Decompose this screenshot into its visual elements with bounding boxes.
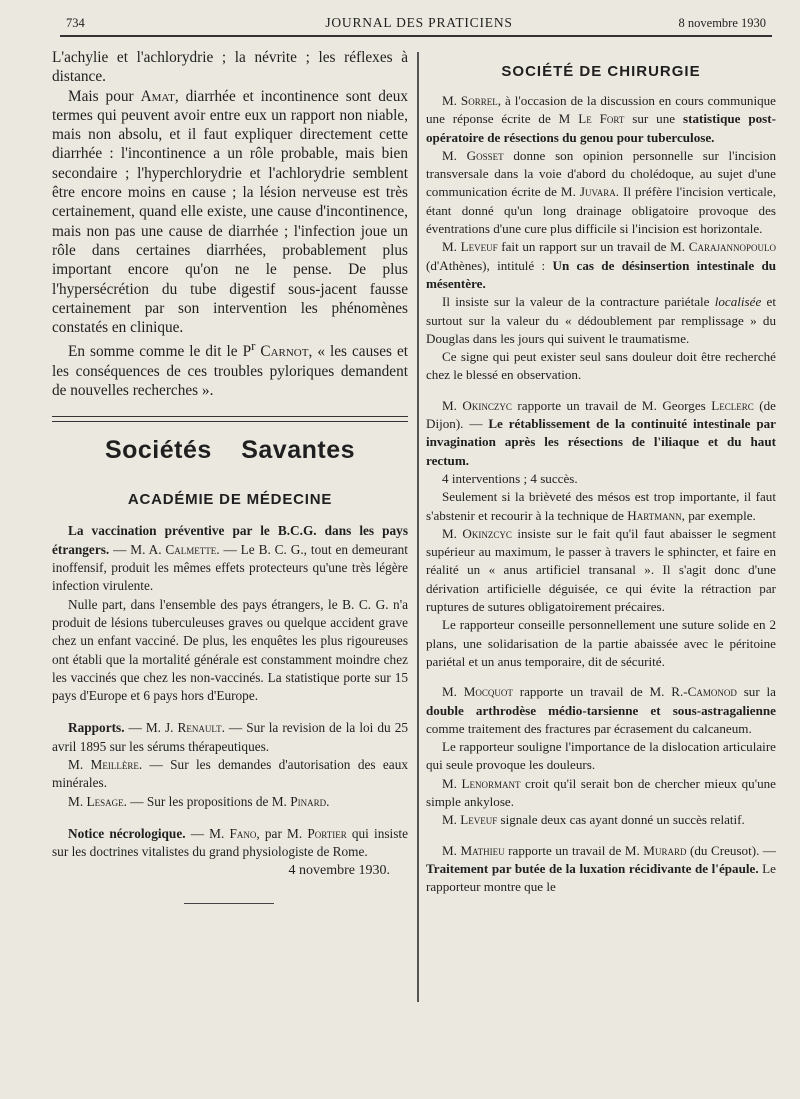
issue-date: 8 novembre 1930 bbox=[678, 16, 766, 30]
paragraph: M. Sorrel, à l'occasion de la discussion en cours communique une réponse écrite de M Le Fort sur une statistique post-opératoire de résections du genou pour tuberculose. bbox=[426, 93, 777, 145]
paragraph: En somme comme le dit le $P^r$ Carnot, « les causes et les conséquences de ces troubles pyloriques demandent de nouvelles recherches ». bbox=[52, 339, 408, 400]
paragraph: M. Okinzcyc insiste sur le fait qu'il faut abaisser le segment supérieur au maximum, le passer à travers le sphincter, et faire en réalité un « anus artificiel transanal ». Il s'agit donc d'une dérivation artificielle déguisée, ce qui évite la rétraction par ruptures de sutures obligatoirement précaires. bbox=[426, 525, 776, 615]
paragraph: Le rapporteur conseille personnellement une suture solide en 2 plans, une solidarisation de la partie abaissée avec le péritoine pariétal et un anus temporaire, dit de sécurité. bbox=[426, 617, 776, 669]
paragraph: 4 interventions ; 4 succès. bbox=[442, 470, 578, 486]
paragraph: Il insiste sur la valeur de la contracture pariétale localisée et surtout sur la valeur du « dédoublement par remplissage » du Douglas dans les jours qui suivent le traumatisme. bbox=[426, 294, 776, 346]
left-column bbox=[52, 48, 408, 904]
paragraph: L'achylie et l'achlorydrie ; la névrite ; les réflexes à distance. bbox=[52, 49, 408, 86]
session-date: 4 novembre 1930. bbox=[288, 863, 390, 879]
paragraph: M. Okinczyc rapporte un travail de M. Georges Leclerc (de Dijon). — Le rétablissement de la continuité intestinale par invagination après les résections de l'iliaque et du haut rectum. bbox=[426, 397, 776, 468]
running-header bbox=[66, 12, 772, 34]
paragraph: M. Mathieu rapporte un travail de M. Murard (du Creusot). — Traitement par butée de la luxation récidivante de l'épaule. Le rapporteur montre que le bbox=[426, 842, 776, 895]
paragraph: M. Meillère. — Sur les demandes d'autorisation des eaux minérales. bbox=[52, 757, 408, 791]
header-rule bbox=[60, 35, 772, 37]
paragraph: Mais pour Amat, diarrhée et incontinence sont deux termes qui peuvent avoir entre eux un rapport non niable, mais non absolu, et il faut expliquer directement cette diarrhée : l'incontinence a un rôle probable, mais bien secondaire ; l'hyperchlorydrie et l'achlorydrie semblent être encore moins en cause ; la lésion nerveuse est très certainement, quand elle existe, une cause d'incontinence, mais non pas une cause de diarrhée ; l'infection joue un rôle dans certaines diarrhées, probablement plus important encore qu'on ne le pense. De plus l'hypersécrétion du tube digestif sous-jacent fausse certainement par son intervention les phénomènes constatés en clinique. bbox=[52, 87, 408, 337]
paragraph: M. Mocquot rapporte un travail de M. R.-Camonod sur la double arthrodèse médio-tarsienne et sous-astragalienne comme traitement des fractures par écrasement du calcaneum. bbox=[426, 684, 776, 736]
section-title: Sociétés Savantes bbox=[104, 436, 356, 465]
paragraph: Ce signe qui peut exister seul sans douleur doit être recherché chez le blessé en observation. bbox=[426, 349, 776, 383]
right-column bbox=[426, 48, 776, 896]
paragraph: M. Leveuf fait un rapport sur un travail de M. Carajannopoulo (d'Athènes), intitulé : Un cas de désinsertion intestinale du mésentère. bbox=[426, 239, 777, 291]
academy-heading: ACADÉMIE DE MÉDECINE bbox=[127, 491, 333, 509]
paragraph: M. Lenormant croit qu'il serait bon de chercher mieux qu'une simple ankylose. bbox=[426, 775, 776, 809]
paragraph: Nulle part, dans l'ensemble des pays étrangers, le B. C. G. n'a produit de lésions tuberculeuses graves ou quelque accident grave chez un enfant vacciné. De plus, les enquêtes les plus rigoureuses ont établi que la mortalité générale est constamment moindre chez les vaccinés que chez les non-vaccinés. La statistique porte sur 15 pays d'Europe et 6 pays hors d'Europe. bbox=[52, 596, 408, 704]
paragraph: Notice nécrologique. — M. Fano, par M. Portier qui insiste sur les doctrines vitalistes du grand physiologiste de Rome. bbox=[52, 825, 408, 860]
paragraph: La vaccination préventive par le B.C.G. dans les pays étrangers. — M. A. Calmette. — Le B. C. G., tout en demeurant inoffensif, produit les mêmes effets protecteurs qu'une très légère infection virulente. bbox=[52, 523, 408, 594]
section-double-rule bbox=[52, 416, 408, 422]
paragraph: M. Lesage. — Sur les propositions de M. Pinard. bbox=[68, 793, 330, 809]
paragraph: Seulement si la brièveté des mésos est trop importante, il faut s'abstenir et recourir à la technique de Hartmann, par exemple. bbox=[426, 489, 776, 523]
journal-title: JOURNAL DES PRATICIENS bbox=[325, 15, 513, 30]
paragraph: M. Gosset donne son opinion personnelle sur l'incision transversale dans la voie d'abord du cholédoque, au sujet d'une communication écrite de M. Juvara. Il préfère l'incision verticale, étant donné qu'un long drainage obligatoire provoque des éventrations d'une cure plus difficile si l'incision est horizontale. bbox=[426, 147, 776, 237]
page-number: 734 bbox=[66, 16, 85, 30]
paragraph: Rapports. — M. J. Renault. — Sur la revision de la loi du 25 avril 1895 sur les sérums thérapeutiques. bbox=[52, 720, 408, 754]
end-rule bbox=[184, 903, 274, 904]
paragraph: M. Leveuf signale deux cas ayant donné un succès relatif. bbox=[442, 812, 745, 828]
column-divider bbox=[417, 52, 419, 1002]
society-heading: SOCIÉTÉ DE CHIRURGIE bbox=[501, 63, 701, 80]
paragraph: Le rapporteur souligne l'importance de la dislocation articulaire qui seule provoque les douleurs. bbox=[426, 739, 776, 773]
